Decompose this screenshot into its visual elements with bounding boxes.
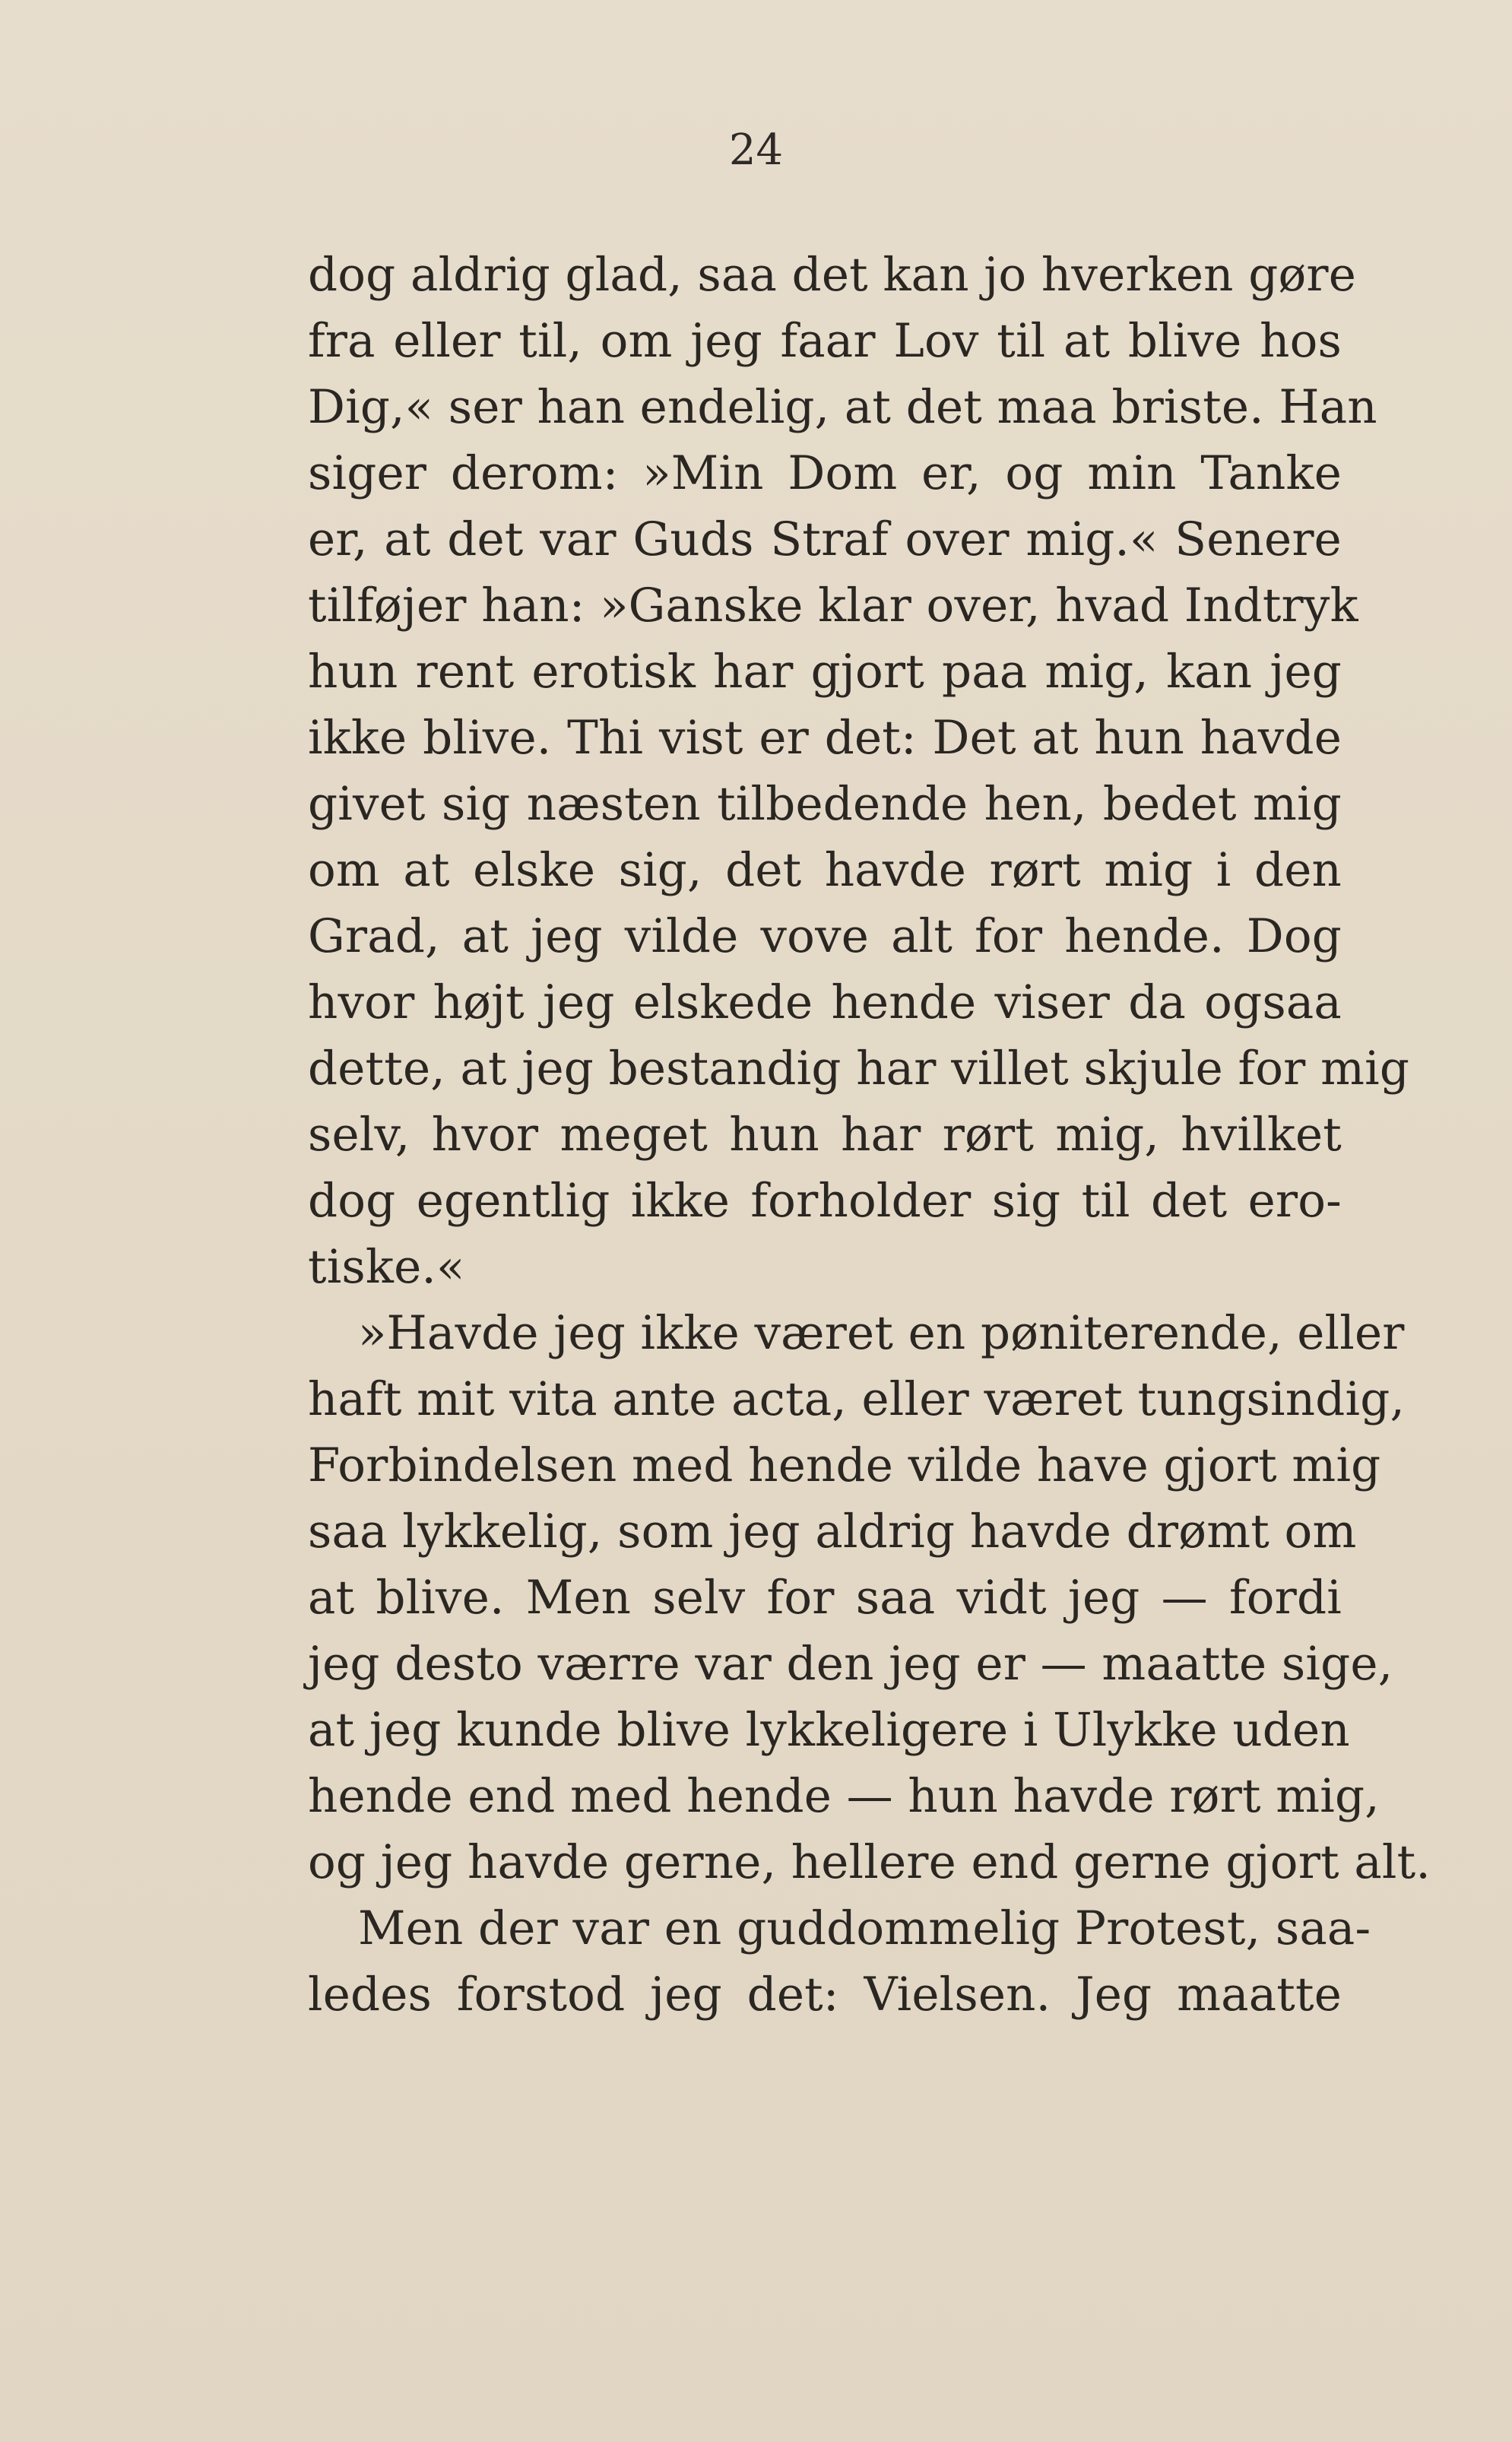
text-line: og jeg havde gerne, hellere end gerne gjort alt. xyxy=(308,1835,1431,1889)
paragraph-3 xyxy=(308,1895,1371,2028)
text-line: hende end med hende — hun havde rørt mig, xyxy=(308,1769,1380,1823)
text-line: jeg desto værre var den jeg er — maatte sige, xyxy=(308,1637,1393,1691)
text-line: Grad, at jeg vilde vove alt for hende. Dog xyxy=(308,909,1342,963)
text-line: haft mit vita ante acta, eller været tungsindig, xyxy=(308,1372,1406,1426)
text-line: at jeg kunde blive lykkeligere i Ulykke uden xyxy=(308,1703,1350,1757)
paragraph-2 xyxy=(308,1300,1431,1895)
text-line: »Havde jeg ikke været en pøniterende, eller xyxy=(358,1306,1405,1360)
text-line: saa lykkelig, som jeg aldrig havde drømt om xyxy=(308,1505,1357,1559)
text-line: dette, at jeg bestandig har villet skjule for mig xyxy=(308,1042,1410,1096)
text-line: selv, hvor meget hun har rørt mig, hvilket xyxy=(308,1108,1342,1162)
text-line: Men der var en guddommelig Protest, saa- xyxy=(358,1901,1371,1955)
text-line: dog aldrig glad, saa det kan jo hverken gøre xyxy=(308,248,1357,302)
text-line: ledes forstod jeg det: Vielsen. Jeg maatte xyxy=(308,1968,1342,2022)
text-line: tilføjer han: »Ganske klar over, hvad Indtryk xyxy=(308,579,1358,633)
text-line: fra eller til, om jeg faar Lov til at blive hos xyxy=(308,314,1342,368)
page-number: 24 xyxy=(728,125,784,175)
text-line: at blive. Men selv for saa vidt jeg — fordi xyxy=(308,1571,1342,1625)
text-line: hvor højt jeg elskede hende viser da ogsaa xyxy=(308,975,1342,1029)
text-line: tiske.« xyxy=(308,1240,465,1294)
paragraph-1 xyxy=(308,242,1410,1300)
text-line: givet sig næsten tilbedende hen, bedet mig xyxy=(308,777,1342,831)
text-line: Forbindelsen med hende vilde have gjort mig xyxy=(308,1438,1381,1492)
body-text xyxy=(308,242,1431,2028)
text-line: dog egentlig ikke forholder sig til det ero- xyxy=(308,1174,1342,1228)
text-line: hun rent erotisk har gjort paa mig, kan jeg xyxy=(308,645,1342,699)
text-line: Dig,« ser han endelig, at det maa briste. Han xyxy=(308,380,1377,434)
text-line: siger derom: »Min Dom er, og min Tanke xyxy=(308,446,1342,500)
text-line: er, at det var Guds Straf over mig.« Senere xyxy=(308,512,1342,566)
text-line: om at elske sig, det havde rørt mig i den xyxy=(308,843,1342,897)
text-line: ikke blive. Thi vist er det: Det at hun havde xyxy=(308,711,1342,765)
